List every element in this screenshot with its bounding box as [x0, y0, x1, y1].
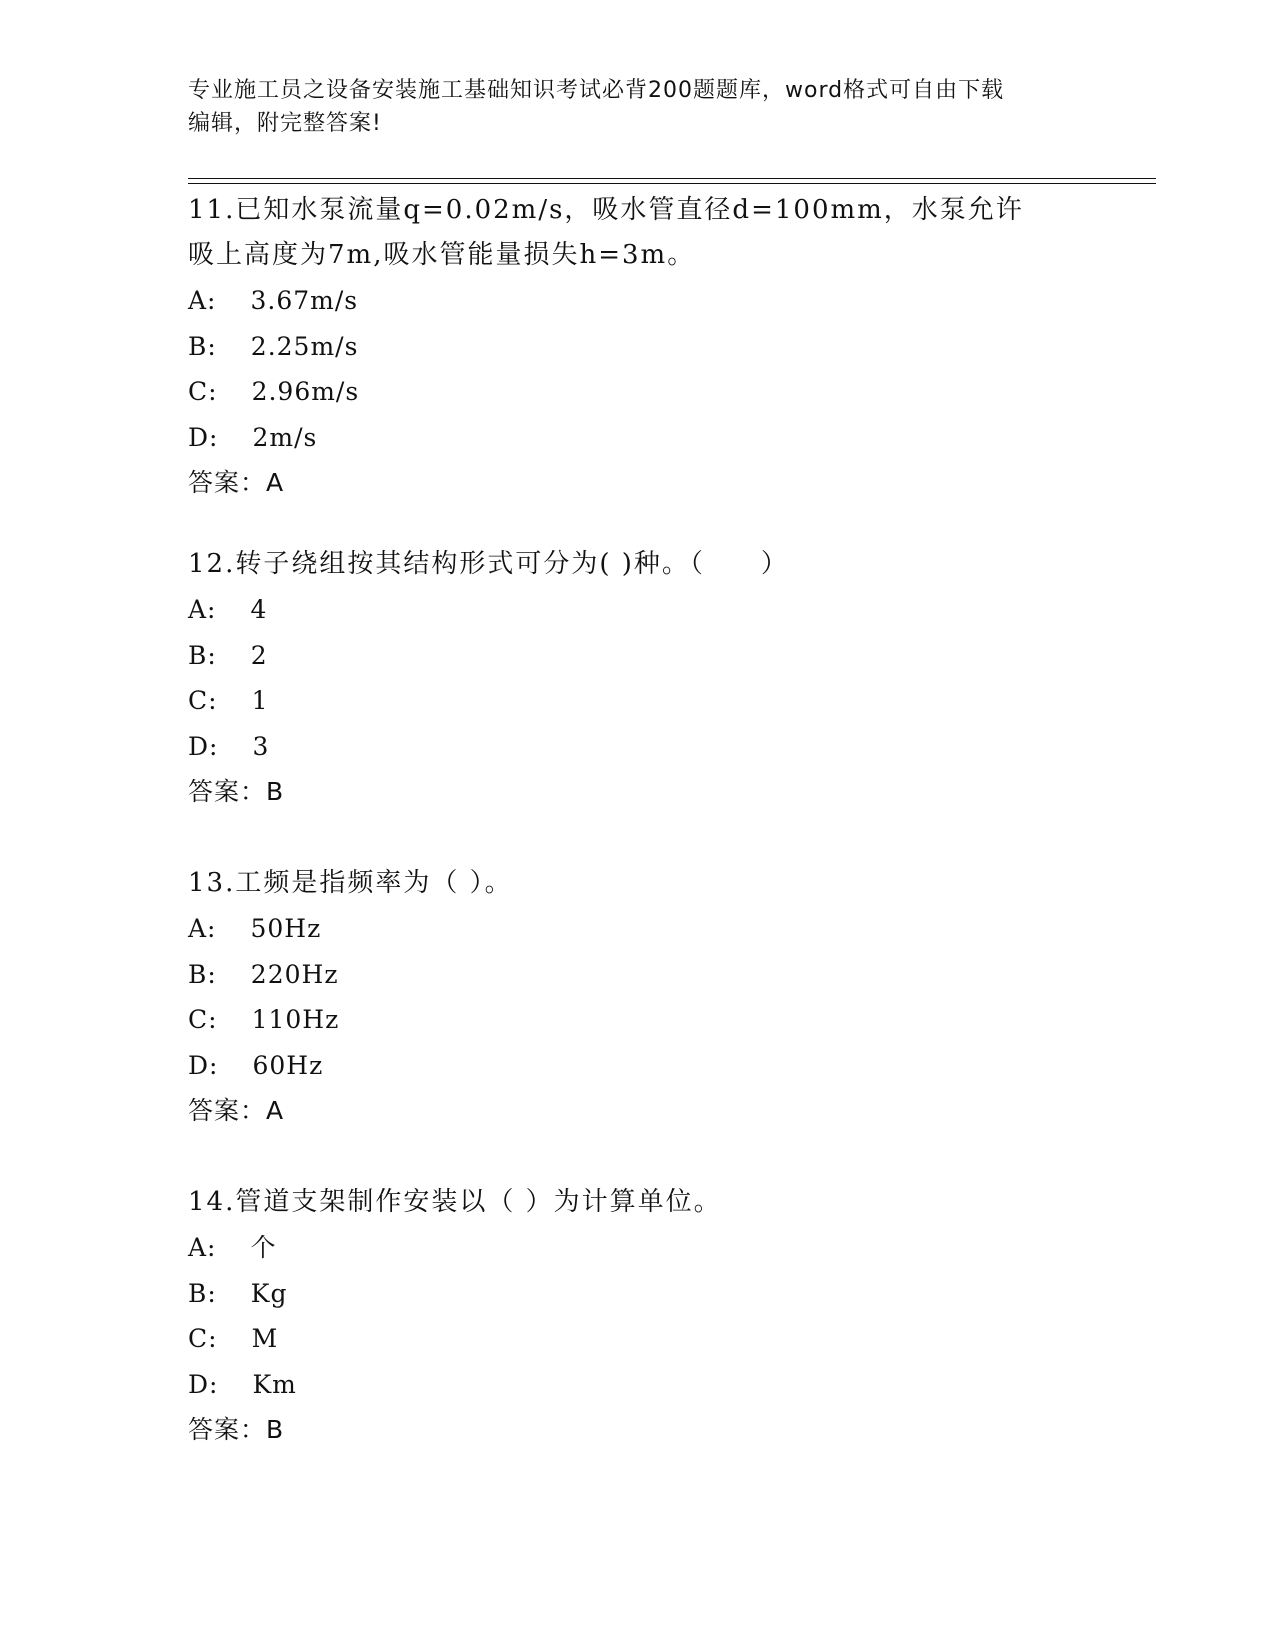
option-d: [188, 1362, 1088, 1408]
option-letter: A:: [188, 595, 217, 624]
option-c: [188, 369, 1088, 415]
option-text: 个: [250, 1233, 277, 1262]
option-a: [188, 906, 1088, 952]
option-letter: B:: [188, 959, 217, 989]
question-12: [188, 542, 1088, 814]
document-header: [188, 74, 1068, 140]
answer-line: [188, 769, 1088, 814]
option-letter: B:: [188, 1278, 217, 1308]
header-line-2: 编辑，附完整答案!: [188, 111, 382, 136]
option-text: 2: [250, 640, 268, 670]
answer-label: 答案：: [188, 468, 267, 497]
option-text: 3.67m/s: [250, 286, 359, 315]
option-text: 50Hz: [250, 914, 322, 943]
option-letter: C:: [188, 1005, 218, 1034]
answer-value: A: [266, 1096, 285, 1125]
answer-label: 答案：: [188, 777, 267, 806]
option-d: [188, 724, 1088, 770]
option-text: 220Hz: [250, 959, 339, 989]
option-text: 60Hz: [252, 1050, 324, 1080]
option-b: [188, 1271, 1088, 1317]
option-text: Kg: [250, 1278, 288, 1308]
option-letter: C:: [188, 686, 218, 715]
option-letter: C:: [188, 1324, 218, 1353]
question-14: [188, 1180, 1088, 1452]
option-text: M: [251, 1324, 279, 1353]
option-letter: C:: [188, 377, 218, 406]
option-a: [188, 1225, 1088, 1271]
question-stem: 13.工频是指频率为（ ）。: [188, 868, 513, 898]
option-letter: D:: [188, 422, 219, 452]
option-text: 3: [252, 731, 270, 761]
answer-line: [188, 1088, 1088, 1133]
answer-line: [188, 460, 1088, 505]
option-b: [188, 324, 1088, 370]
answer-label: 答案：: [188, 1415, 267, 1444]
option-a: [188, 587, 1088, 633]
header-divider-bottom: [188, 183, 1156, 184]
option-letter: D:: [188, 731, 219, 761]
option-letter: D:: [188, 1050, 219, 1080]
option-letter: D:: [188, 1369, 219, 1399]
option-c: [188, 678, 1088, 724]
option-text: 4: [250, 595, 268, 624]
answer-value: B: [266, 1415, 285, 1444]
option-letter: B:: [188, 640, 217, 670]
answer-line: [188, 1407, 1088, 1452]
option-text: 2.96m/s: [251, 377, 360, 406]
option-letter: B:: [188, 331, 217, 361]
header-divider-top: [188, 178, 1156, 179]
question-stem: 12.转子绕组按其结构形式可分为( )种。（ ）: [188, 549, 789, 579]
option-letter: A:: [188, 914, 217, 943]
option-letter: A:: [188, 286, 217, 315]
question-stem: 11.已知水泵流量q=0.02m/s，吸水管直径d=100mm，水泵允许吸上高度为7m,吸水管能量损失h=3m。: [188, 195, 1024, 270]
option-text: Km: [252, 1369, 297, 1399]
option-text: 2.25m/s: [250, 331, 359, 361]
option-c: [188, 997, 1088, 1043]
option-text: 1: [251, 686, 269, 715]
option-letter: A:: [188, 1233, 217, 1262]
question-11: [188, 188, 1088, 505]
option-a: [188, 278, 1088, 324]
option-c: [188, 1316, 1088, 1362]
question-13: [188, 861, 1088, 1133]
question-stem: 14.管道支架制作安装以（ ）为计算单位。: [188, 1187, 722, 1217]
option-text: 110Hz: [251, 1005, 340, 1034]
option-text: 2m/s: [252, 422, 318, 452]
option-b: [188, 952, 1088, 998]
option-d: [188, 415, 1088, 461]
answer-value: B: [266, 777, 285, 806]
header-line-1: 专业施工员之设备安装施工基础知识考试必背200题题库，word格式可自由下载: [188, 78, 1005, 103]
answer-value: A: [266, 468, 285, 497]
option-b: [188, 633, 1088, 679]
answer-label: 答案：: [188, 1096, 267, 1125]
option-d: [188, 1043, 1088, 1089]
